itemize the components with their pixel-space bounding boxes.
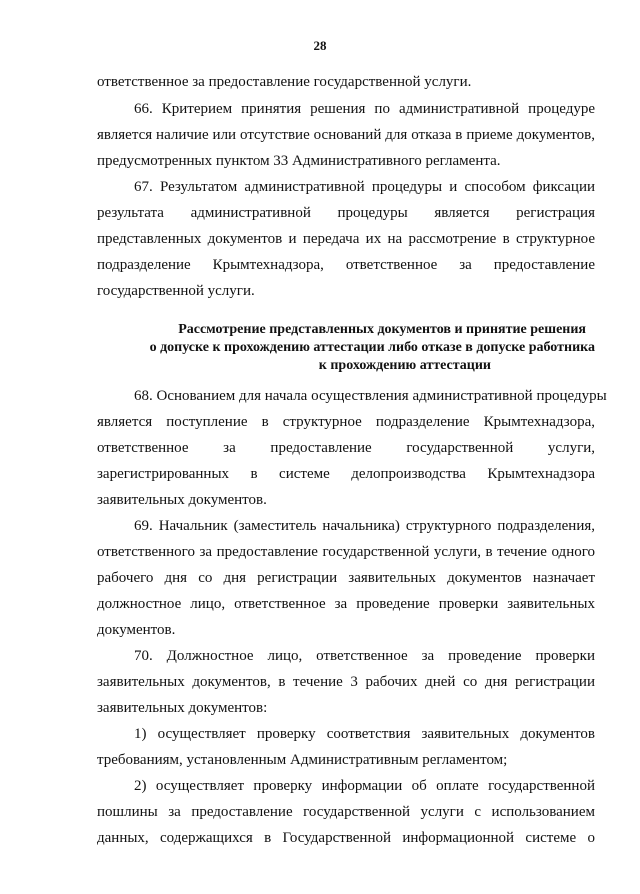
text-line: является наличие или отсутствие оснований для отказа в приеме документов, [97,127,595,143]
text-line: пошлины за предоставление государственной услуги с использованием [97,804,595,820]
text-line: заявительных документов, в течение 3 рабочих дней со дня регистрации [97,674,595,690]
text-line: является поступление в структурное подразделение Крымтехнадзора, [97,414,595,430]
text-line: результата административной процедуры является регистрация [97,205,595,221]
text-line: зарегистрированных в системе делопроизводства Крымтехнадзора [97,466,595,482]
heading-line: о допуске к прохождению аттестации либо отказе в допуске работника [149,340,595,355]
text-line: рабочего дня со дня регистрации заявительных документов назначает [97,570,595,586]
paragraph-68-start: 68. Основанием для начала осуществления административной процедуры [134,388,607,404]
page-number: 28 [313,38,327,53]
text-line: требованиям, установленным Административным регламентом; [97,752,508,768]
text-line: должностное лицо, ответственное за проведение проверки заявительных [97,596,595,612]
text-line: государственной услуги. [97,283,255,299]
text-line: документов. [97,622,176,638]
text-line: ответственного за предоставление государственной услуги, в течение одного [97,544,595,560]
paragraph-70-start: 70. Должностное лицо, ответственное за проведение проверки [134,648,595,664]
text-line: представленных документов и передача их на рассмотрение в структурное [97,231,595,247]
paragraph-66-start: 66. Критерием принятия решения по административной процедуре [134,101,595,117]
text-line: предусмотренных пунктом 33 Административного регламента. [97,153,501,169]
text-line: подразделение Крымтехнадзора, ответственное за предоставление [97,257,595,273]
heading-line: к прохождению аттестации [318,358,491,373]
list-item-1-start: 1) осуществляет проверку соответствия заявительных документов [134,726,595,742]
text-line: заявительных документов. [97,492,267,508]
paragraph-67-start: 67. Результатом административной процедуры и способом фиксации [134,179,595,195]
list-item-2-start: 2) осуществляет проверку информации об оплате государственной [134,778,595,794]
text-line: заявительных документов: [97,700,268,716]
text-line: ответственное за предоставление государственной услуги. [97,74,472,90]
paragraph-69-start: 69. Начальник (заместитель начальника) структурного подразделения, [134,518,595,534]
text-line: данных, содержащихся в Государственной информационной системе о [97,830,595,846]
heading-line: Рассмотрение представленных документов и принятие решения [178,322,586,337]
text-line: ответственное за предоставление государственной услуги, [97,440,595,456]
